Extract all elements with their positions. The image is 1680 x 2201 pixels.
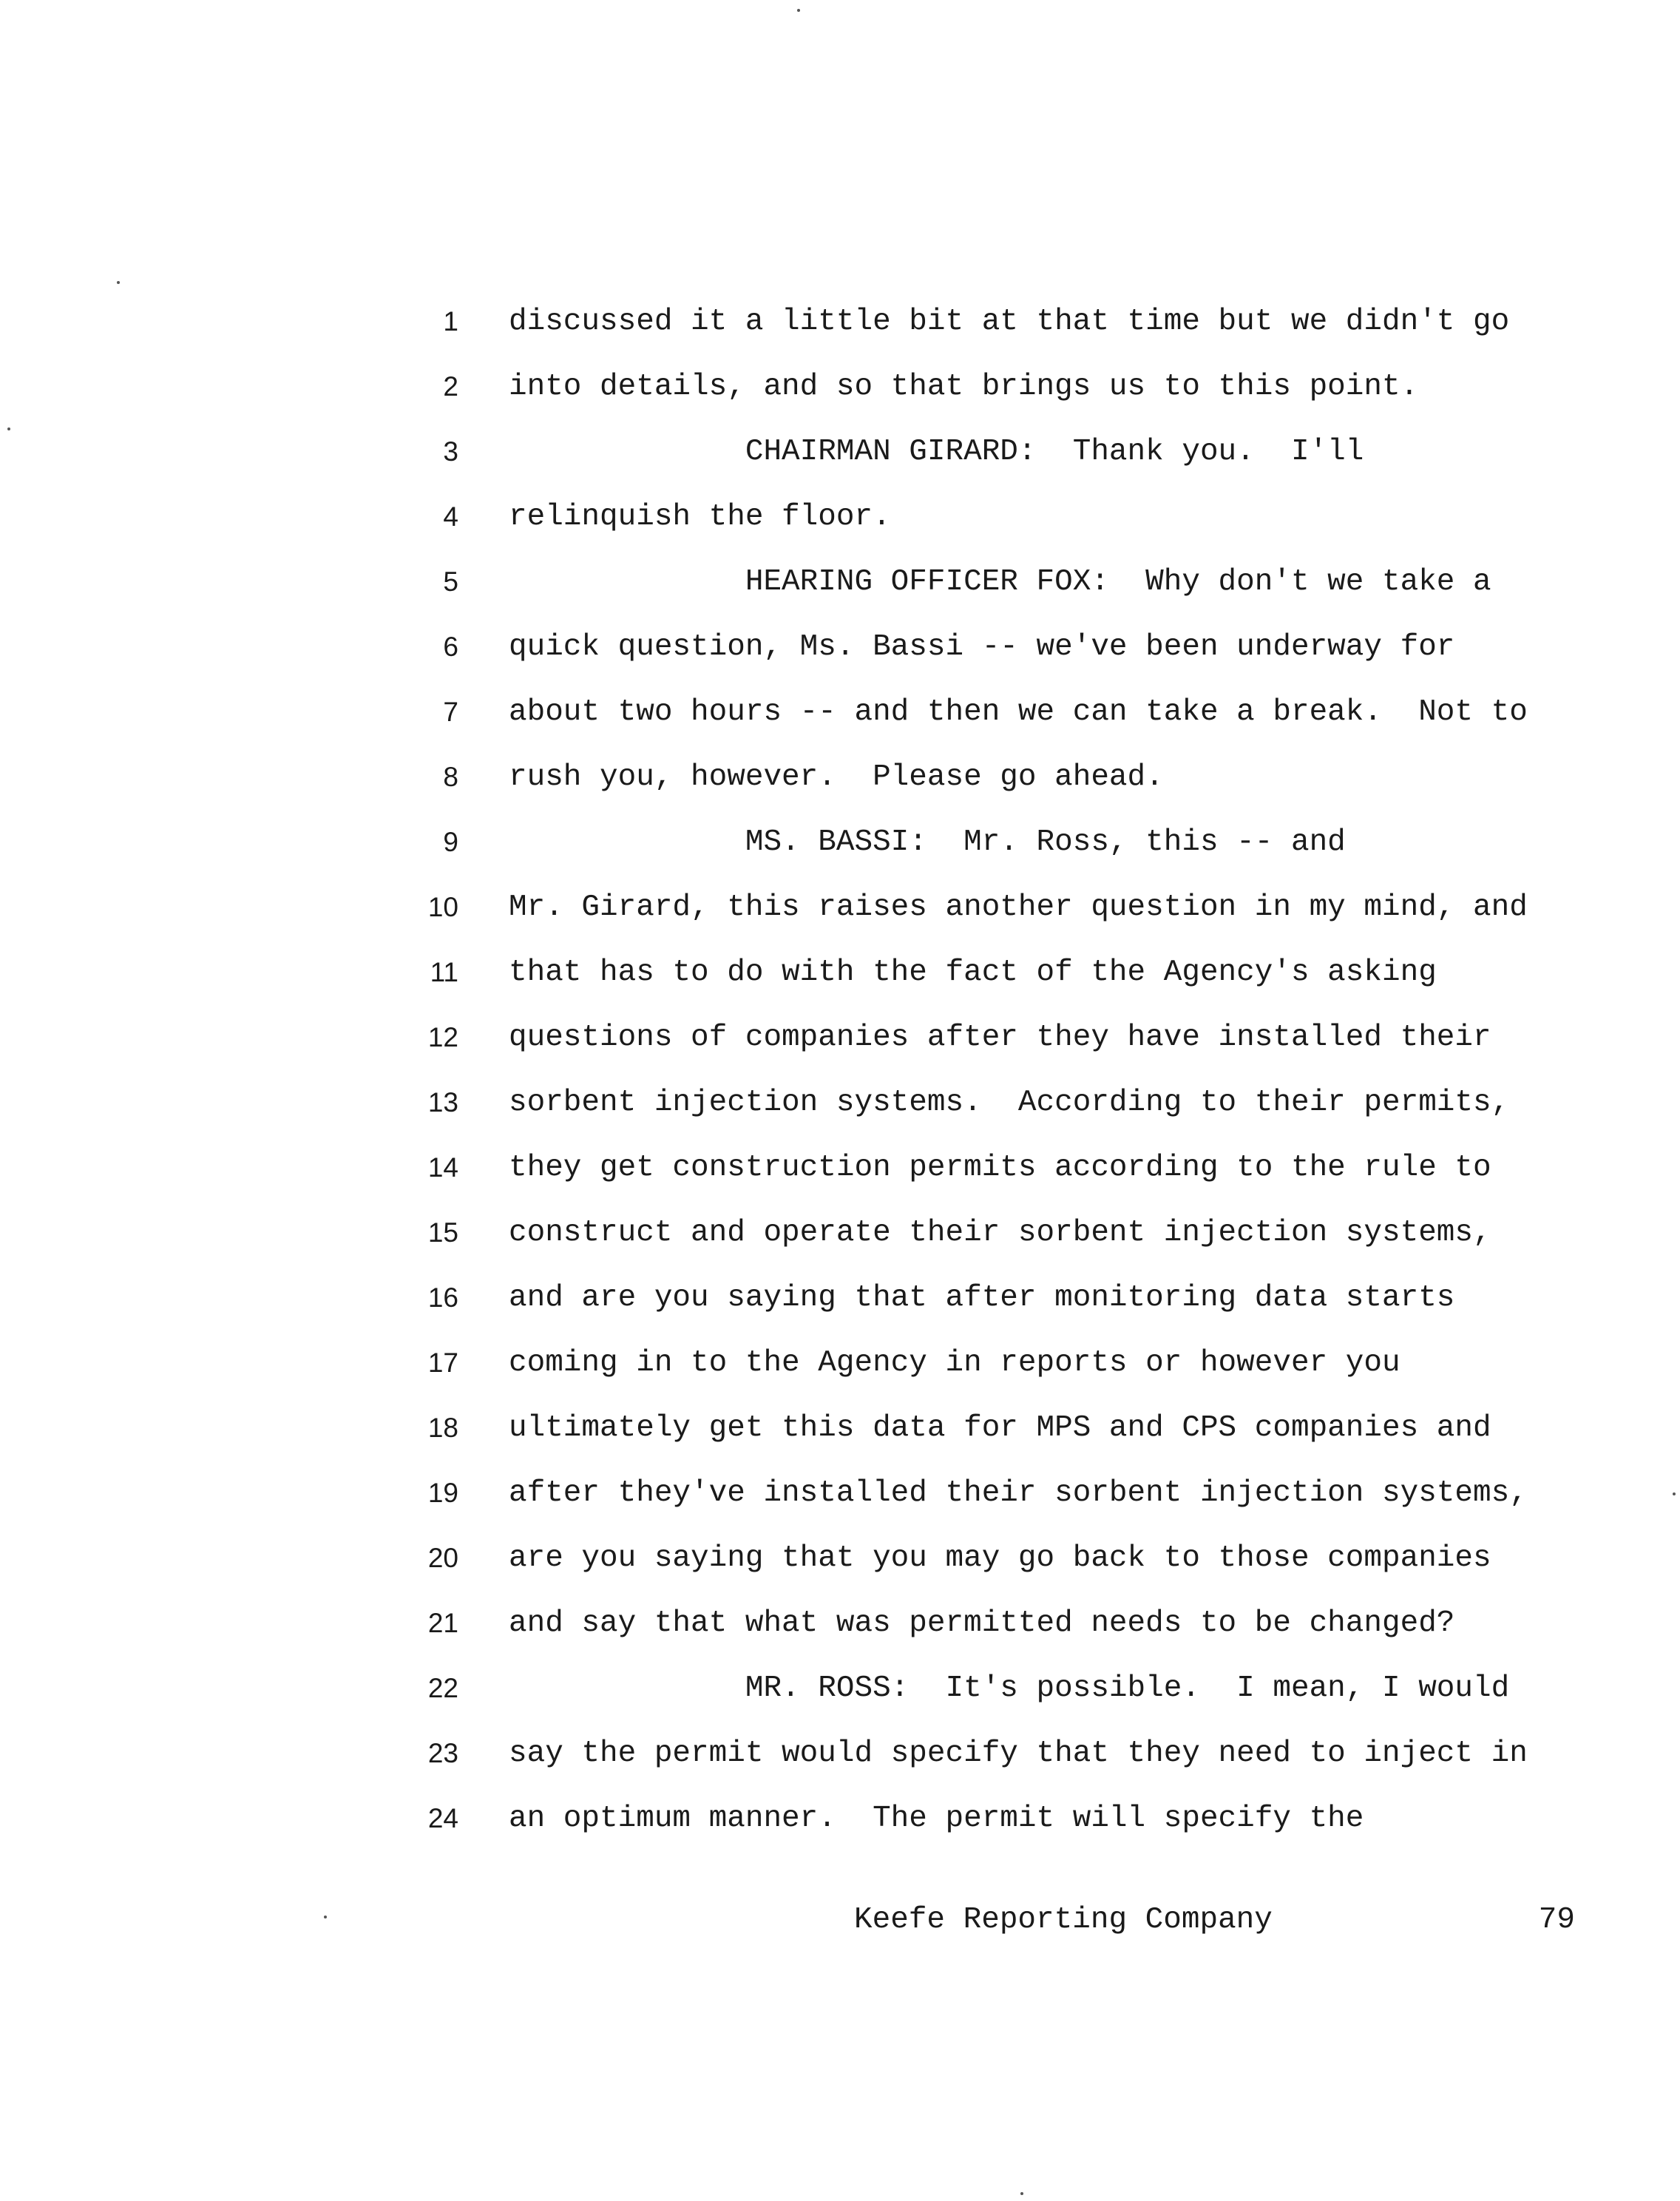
line-text: construct and operate their sorbent injection systems, — [509, 1216, 1491, 1250]
line-number: 5 — [443, 567, 458, 597]
transcript-line — [0, 1341, 1680, 1406]
transcript-line — [0, 950, 1680, 1015]
line-number: 11 — [430, 957, 458, 987]
line-number: 10 — [427, 892, 458, 922]
transcript-line — [0, 755, 1680, 820]
transcript-line — [0, 1406, 1680, 1471]
footer-company-name: Keefe Reporting Company — [854, 1903, 1273, 1937]
transcript-line — [0, 300, 1680, 365]
line-number: 16 — [427, 1282, 458, 1313]
line-text: MR. ROSS: It's possible. I mean, I would — [509, 1671, 1510, 1705]
line-text: rush you, however. Please go ahead. — [509, 760, 1164, 794]
line-text: that has to do with the fact of the Agency's asking — [509, 956, 1437, 990]
scan-speck — [1020, 2192, 1023, 2195]
line-text: quick question, Ms. Bassi -- we've been underway for — [509, 630, 1455, 664]
line-text: and are you saying that after monitoring data starts — [509, 1281, 1455, 1315]
line-text: and say that what was permitted needs to be changed? — [509, 1606, 1455, 1640]
transcript-line — [0, 1796, 1680, 1862]
scan-speck — [117, 281, 120, 284]
line-text: CHAIRMAN GIRARD: Thank you. I'll — [509, 435, 1364, 469]
transcript-line — [0, 365, 1680, 430]
transcript-line — [0, 1601, 1680, 1666]
transcript-line — [0, 495, 1680, 560]
line-text: about two hours -- and then we can take a break. Not to — [509, 695, 1528, 729]
line-number: 12 — [427, 1022, 458, 1052]
line-number: 1 — [443, 306, 458, 337]
transcript-line — [0, 1666, 1680, 1731]
transcript-line — [0, 430, 1680, 495]
scan-speck — [797, 9, 800, 12]
line-text: HEARING OFFICER FOX: Why don't we take a — [509, 565, 1491, 599]
line-number: 2 — [443, 371, 458, 402]
transcript-line — [0, 1015, 1680, 1081]
line-text: ultimately get this data for MPS and CPS companies and — [509, 1411, 1491, 1445]
line-number: 15 — [427, 1217, 458, 1248]
footer-page-number: 79 — [1538, 1903, 1575, 1937]
line-number: 13 — [427, 1087, 458, 1118]
transcript-line — [0, 560, 1680, 625]
line-text: discussed it a little bit at that time but we didn't go — [509, 305, 1510, 339]
line-text: are you saying that you may go back to those companies — [509, 1541, 1491, 1575]
line-number: 20 — [427, 1543, 458, 1573]
line-text: an optimum manner. The permit will specify the — [509, 1802, 1364, 1836]
scan-speck — [324, 1916, 327, 1918]
line-number: 3 — [443, 436, 458, 467]
transcript-line — [0, 820, 1680, 885]
line-text: after they've installed their sorbent injection systems, — [509, 1476, 1528, 1510]
line-text: questions of companies after they have installed their — [509, 1021, 1491, 1055]
transcript-line — [0, 1146, 1680, 1211]
line-number: 9 — [443, 827, 458, 857]
transcript-line — [0, 1471, 1680, 1536]
line-number: 8 — [443, 762, 458, 792]
line-text: MS. BASSI: Mr. Ross, this -- and — [509, 825, 1346, 859]
line-text: sorbent injection systems. According to their permits, — [509, 1086, 1510, 1120]
line-number: 21 — [427, 1608, 458, 1638]
line-text: relinquish the floor. — [509, 500, 891, 534]
transcript-line — [0, 1536, 1680, 1601]
line-number: 6 — [443, 632, 458, 662]
line-number: 22 — [427, 1673, 458, 1703]
transcript-line — [0, 1731, 1680, 1796]
transcript-line — [0, 885, 1680, 950]
line-number: 19 — [427, 1478, 458, 1508]
transcript-line — [0, 1276, 1680, 1341]
line-number: 14 — [427, 1152, 458, 1183]
line-text: Mr. Girard, this raises another question in my mind, and — [509, 890, 1528, 924]
line-number: 7 — [443, 697, 458, 727]
scan-speck — [7, 427, 10, 430]
line-number: 4 — [443, 501, 458, 532]
transcript-line — [0, 625, 1680, 690]
line-text: they get construction permits according to the rule to — [509, 1151, 1491, 1185]
line-number: 23 — [427, 1738, 458, 1768]
line-number: 18 — [427, 1413, 458, 1443]
transcript-line — [0, 1081, 1680, 1146]
line-number: 17 — [427, 1348, 458, 1378]
scan-speck — [1673, 1492, 1676, 1495]
line-number: 24 — [427, 1803, 458, 1833]
transcript-line — [0, 690, 1680, 755]
line-text: coming in to the Agency in reports or however you — [509, 1346, 1400, 1380]
line-text: say the permit would specify that they need to inject in — [509, 1737, 1528, 1771]
line-text: into details, and so that brings us to this point. — [509, 370, 1419, 404]
transcript-line — [0, 1211, 1680, 1276]
